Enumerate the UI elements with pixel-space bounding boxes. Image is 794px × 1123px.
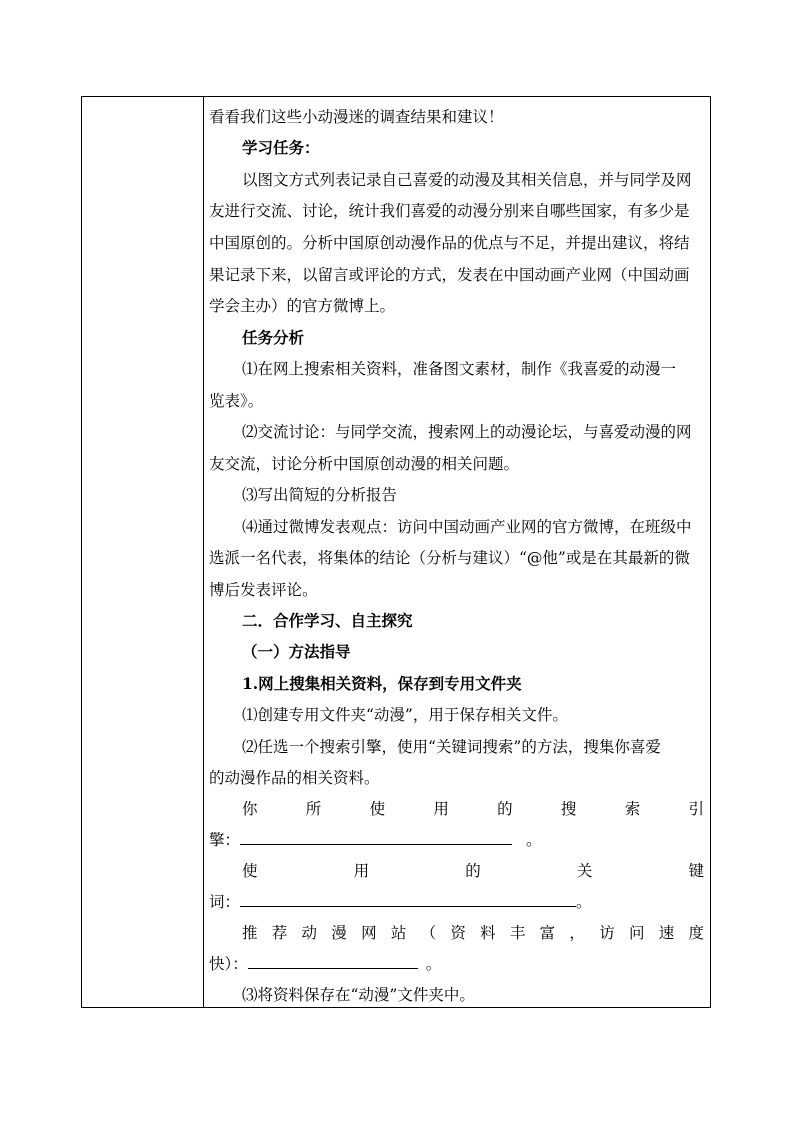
question-char: 用 [433, 800, 449, 818]
question-char: 的 [497, 800, 513, 818]
question-char: 的 [465, 862, 481, 880]
heading-cooperative-learning: 二．合作学习、自主探究 [242, 611, 413, 630]
paragraph-line: ⑵交流讨论：与同学交流，搜索网上的动漫论坛，与喜爱动漫的网 [242, 423, 692, 441]
question-char: 网 [361, 924, 377, 942]
question-char: 料 [480, 924, 496, 942]
question-recommended-site [242, 921, 704, 943]
question-char: 你 [242, 800, 258, 818]
blank-search-engine[interactable] [240, 830, 512, 845]
heading-task-analysis: 任务分析 [242, 328, 305, 347]
question-char: 漫 [331, 924, 347, 942]
paragraph-line: 博后发表评论。 [209, 581, 318, 599]
question-char: 索 [624, 800, 641, 818]
question-char: 所 [305, 800, 322, 818]
paragraph-line: 友进行交流、讨论，统计我们喜爱的动漫分别来自哪些国家，有多少是 [209, 202, 690, 220]
paragraph-line: ⑴在网上搜索相关资料，准备图文素材，制作《我喜爱的动漫一 [242, 360, 677, 378]
question-char: （ [420, 924, 437, 942]
heading-learning-task: 学习任务： [242, 138, 320, 157]
question-char: 站 [390, 924, 407, 942]
paragraph-line: ⑶将资料保存在“动漫”文件夹中。 [242, 986, 475, 1004]
question-char: 推 [242, 924, 258, 942]
paragraph-line: 果记录下来，以留言或评论的方式，发表在中国动画产业网（中国动画 [209, 266, 690, 284]
column-divider [203, 97, 204, 1007]
question-char: 动 [301, 924, 318, 942]
worksheet-table [81, 96, 711, 1008]
question-char: 丰 [509, 924, 526, 942]
question-char: 搜 [560, 800, 577, 818]
question-char: ， [569, 924, 585, 942]
heading-method-guide: （一）方法指导 [242, 642, 351, 661]
blank-recommended-site[interactable] [248, 954, 418, 969]
question-search-engine [242, 797, 704, 819]
question-char: 键 [688, 862, 704, 880]
question-char: 速 [658, 924, 675, 942]
question-char: 使 [369, 800, 386, 818]
question-char: 用 [353, 862, 370, 880]
heading-step-1: 1.网上搜集相关资料，保存到专用文件夹 [242, 674, 522, 693]
question-keywords [242, 859, 704, 881]
question-char: 关 [576, 862, 593, 880]
paragraph-line: 选派一名代表，将集体的结论（分析与建议）“@他”或是在其最新的微 [209, 549, 690, 567]
paragraph-line: 友交流，讨论分析中国原创动漫的相关问题。 [209, 455, 520, 473]
blank-keywords[interactable] [240, 892, 576, 907]
paragraph-line: 以图文方式列表记录自己喜爱的动漫及其相关信息，并与同学及网 [242, 171, 692, 189]
paragraph-line: ⑵任选一个搜索引擎，使用“关键词搜索”的方法，搜集你喜爱 [242, 738, 661, 756]
paragraph-line: 览表》。 [209, 392, 264, 410]
question-char: 荐 [271, 924, 288, 942]
question-char: 问 [628, 924, 645, 942]
answer-line-search-engine: 擎： 。 [209, 831, 542, 849]
paragraph-line: ⑶写出简短的分析报告 [242, 486, 398, 504]
paragraph-line: ⑴创建专用文件夹“动漫”，用于保存相关文件。 [242, 706, 568, 724]
answer-line-recommended-site: 快）： 。 [209, 955, 442, 973]
question-char: 使 [242, 862, 258, 880]
paragraph-line: 的动漫作品的相关资料。 [209, 769, 380, 787]
intro-line: 看看我们这些小动漫迷的调查结果和建议！ [209, 108, 504, 126]
question-char: 资 [450, 924, 466, 942]
paragraph-line: ⑷通过微博发表观点：访问中国动画产业网的官方微博，在班级中 [242, 518, 692, 536]
question-char: 访 [599, 924, 615, 942]
question-char: 富 [539, 924, 556, 942]
paragraph-line: 学会主办）的官方微博上。 [209, 297, 396, 315]
question-char: 引 [688, 800, 704, 818]
question-char: 度 [688, 924, 704, 942]
paragraph-line: 中国原创的。分析中国原创动漫作品的优点与不足，并提出建议，将结 [209, 234, 690, 252]
answer-line-keywords: 词： 。 [209, 893, 592, 911]
